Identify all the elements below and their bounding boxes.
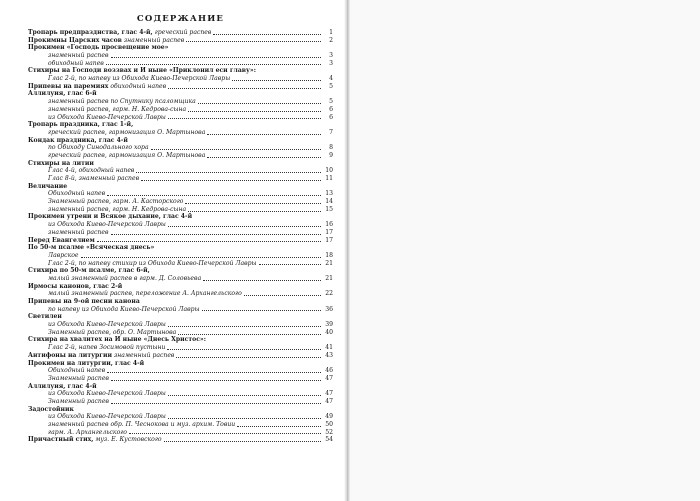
toc-subentry: [28, 98, 333, 106]
dot-leader: [168, 226, 321, 227]
dot-leader: [107, 195, 321, 196]
page-number: 43: [325, 351, 333, 359]
entry-heading: Стихиры на Господи воззвах и И ныне «Приклонил еси главу»:: [28, 67, 256, 75]
dot-leader: [111, 403, 321, 404]
entry-heading: Прокимен утрени и Всякое дыхание, глас 4-й: [28, 213, 193, 221]
toc-entry-text: [48, 306, 200, 314]
page-number: 39: [325, 321, 333, 329]
entry-subtitle: Глас 8-й, знаменный распев: [48, 175, 140, 183]
toc-subentry: [28, 129, 333, 137]
toc-entry-text: [48, 252, 79, 260]
entry-subtitle: знаменный распев обр. П. Чеснокова и муз. архим. Товии: [48, 421, 236, 429]
toc-entry: [28, 67, 333, 75]
toc-subentry: [28, 367, 333, 375]
toc-subentry: [28, 190, 333, 198]
entry-subtitle: знаменный распев: [48, 52, 109, 60]
toc-entry-text: [48, 260, 257, 268]
toc-entry-text: [28, 313, 62, 321]
entry-heading: Прокимен «Господь просвещение мое»: [28, 44, 169, 52]
toc-entry-text: [28, 29, 211, 37]
entry-subtitle: греческий распев, гармонизация О. Мартынова: [48, 128, 206, 136]
entry-heading: Величание: [28, 182, 68, 190]
toc-subentry: [28, 106, 333, 114]
dot-leader: [168, 118, 321, 119]
toc-entry-text: [28, 352, 174, 360]
page-number: 11: [325, 175, 333, 183]
toc-subentry: [28, 321, 333, 329]
page-number: 3: [329, 59, 333, 67]
entry-subtitle: гарм. А. Архангельского: [48, 428, 127, 436]
toc-entry-text: [48, 221, 166, 229]
page-number: 14: [325, 198, 333, 206]
toc-entry: [28, 37, 333, 45]
dot-leader: [198, 103, 321, 104]
page-number: 36: [325, 305, 333, 313]
entry-style-note: знаменный распев: [123, 36, 185, 44]
entry-subtitle: Глас 2-й, по напеву из Обихода Киево-Печерской Лавры: [48, 75, 231, 83]
toc-entry-text: [48, 98, 196, 106]
entry-style-note: муз. Е. Кустовского: [95, 436, 162, 444]
page-number: 47: [325, 374, 333, 382]
toc-entry-text: [48, 429, 127, 437]
page-number: 52: [325, 428, 333, 436]
dot-leader: [203, 280, 321, 281]
page-number: 15: [325, 205, 333, 213]
toc-entry: [28, 383, 333, 391]
toc-subentry: [28, 144, 333, 152]
page-number: 54: [325, 436, 333, 444]
dot-leader: [168, 88, 321, 89]
entry-heading: Стихира по 50-м псалме, глас 6-й,: [28, 267, 150, 275]
entry-subtitle: обиходный напев: [48, 59, 104, 67]
toc-subentry: [28, 306, 333, 314]
toc-entry: [28, 352, 333, 360]
toc-entry-text: [48, 106, 186, 114]
dot-leader: [129, 433, 321, 434]
toc-entry-text: [28, 183, 67, 191]
dot-leader: [202, 310, 321, 311]
toc-entry-text: [48, 413, 166, 421]
page-number: 16: [325, 221, 333, 229]
toc-subentry: [28, 198, 333, 206]
toc-entry-text: [48, 114, 166, 122]
dot-leader: [237, 426, 321, 427]
dot-leader: [232, 80, 321, 81]
toc-entry: [28, 283, 333, 291]
entry-subtitle: Знаменный распев, гарм. А. Касторского: [48, 198, 184, 206]
toc-entry: [28, 337, 333, 345]
toc-entry-text: [28, 37, 184, 45]
toc-entry: [28, 406, 333, 414]
dot-leader: [168, 326, 321, 327]
entry-heading: Стихиры на литии: [28, 159, 94, 167]
entry-subtitle: по Обиходу Синодального хора: [48, 144, 149, 152]
toc-subentry: [28, 421, 333, 429]
dot-leader: [244, 295, 321, 296]
toc-subentry: [28, 221, 333, 229]
entry-heading: Антифоны на литургии: [28, 351, 113, 359]
entry-heading: Аллилуия, глас 4-й: [28, 382, 97, 390]
entry-heading: Причастный стих,: [28, 436, 94, 444]
toc-entry-text: [48, 206, 186, 214]
toc-subentry: [28, 375, 333, 383]
page-number: 47: [325, 397, 333, 405]
table-of-contents: [28, 29, 333, 444]
dot-leader: [176, 357, 321, 358]
dot-leader: [178, 334, 321, 335]
toc-entry-text: [48, 421, 235, 429]
entry-subtitle: из Обихода Киево-Печерской Лавры: [48, 390, 166, 398]
dot-leader: [188, 111, 321, 112]
book-gutter: [344, 0, 350, 501]
entry-subtitle: Глас 2-й, по напеву стихир из Обихода Киево-Печерской Лавры: [48, 259, 257, 267]
entry-heading: По 50-м псалме «Всяческая днесь»: [28, 244, 155, 252]
toc-subentry: [28, 429, 333, 437]
dot-leader: [136, 172, 321, 173]
entry-subtitle: из Обихода Киево-Печерской Лавры: [48, 221, 166, 229]
toc-entry-text: [28, 267, 150, 275]
toc-entry-text: [48, 375, 109, 383]
toc-entry-text: [28, 121, 133, 129]
dot-leader: [97, 241, 321, 242]
page-number: 4: [329, 75, 333, 83]
entry-subtitle: Знаменный распев: [48, 397, 109, 405]
page-number: 5: [329, 98, 333, 106]
toc-subentry: [28, 60, 333, 68]
entry-subtitle: Глас 4-й, обиходный напев: [48, 167, 135, 175]
entry-style-note: обиходный напев: [110, 82, 167, 90]
page-number: 6: [329, 113, 333, 121]
dot-leader: [111, 380, 321, 381]
entry-subtitle: малый знаменный распев в гарм. Д. Соловьева: [48, 274, 202, 282]
toc-entry-text: [48, 144, 149, 152]
toc-entry-text: [28, 237, 95, 245]
entry-style-note: знаменный распев: [113, 351, 175, 359]
toc-entry-text: [28, 44, 169, 52]
toc-entry-text: [48, 52, 109, 60]
toc-entry-text: [28, 213, 192, 221]
toc-subentry: [28, 114, 333, 122]
toc-entry: [28, 298, 333, 306]
toc-subentry: [28, 344, 333, 352]
dot-leader: [168, 418, 321, 419]
left-page: [0, 0, 347, 501]
toc-entry-text: [48, 390, 166, 398]
page-number: 50: [325, 421, 333, 429]
entry-heading: Тропарь предпразднства, глас 4-й,: [28, 28, 153, 36]
toc-entry-text: [28, 67, 256, 75]
toc-subentry: [28, 390, 333, 398]
entry-subtitle: из Обихода Киево-Печерской Лавры: [48, 321, 166, 329]
toc-entry-text: [48, 290, 242, 298]
toc-entry: [28, 214, 333, 222]
dot-leader: [111, 234, 321, 235]
toc-subentry: [28, 175, 333, 183]
toc-entry-text: [28, 360, 144, 368]
toc-entry: [28, 91, 333, 99]
toc-entry-text: [28, 406, 74, 414]
toc-entry-text: [48, 198, 183, 206]
toc-subentry: [28, 252, 333, 260]
page-number: 6: [329, 105, 333, 113]
page-number: 21: [325, 274, 333, 282]
toc-entry-text: [28, 298, 140, 306]
page-number: 8: [329, 144, 333, 152]
toc-entry-text: [28, 90, 97, 98]
toc-subentry: [28, 229, 333, 237]
entry-subtitle: знаменный распев: [48, 228, 109, 236]
entry-subtitle: по напеву из Обихода Киево-Печерской Лавры: [48, 305, 200, 313]
toc-entry-text: [48, 60, 104, 68]
toc-entry-text: [28, 83, 166, 91]
dot-leader: [141, 180, 321, 181]
toc-title: СОДЕРЖАНИЕ: [136, 14, 225, 24]
toc-subentry: [28, 413, 333, 421]
toc-subentry: [28, 398, 333, 406]
right-page-blank: [347, 0, 700, 501]
toc-entry-text: [28, 436, 162, 444]
page-number: 9: [329, 151, 333, 159]
toc-entry-text: [48, 190, 105, 198]
toc-entry: [28, 183, 333, 191]
page-number: 18: [325, 251, 333, 259]
toc-entry-text: [48, 129, 205, 137]
toc-entry-text: [28, 244, 154, 252]
dot-leader: [151, 149, 321, 150]
toc-entry-text: [48, 344, 165, 352]
toc-entry-text: [48, 167, 134, 175]
toc-entry-text: [48, 321, 166, 329]
toc-entry: [28, 83, 333, 91]
entry-subtitle: Знаменный распев: [48, 374, 109, 382]
dot-leader: [207, 157, 321, 158]
toc-entry: [28, 44, 333, 52]
toc-entry-text: [48, 329, 176, 337]
entry-heading: Прокимны Царских часов: [28, 36, 122, 44]
toc-subentry: [28, 52, 333, 60]
page-number: 22: [325, 290, 333, 298]
page-number: 46: [325, 367, 333, 375]
toc-entry-text: [48, 367, 105, 375]
page-number: 47: [325, 390, 333, 398]
toc-entry-text: [28, 137, 128, 145]
toc-subentry: [28, 152, 333, 160]
dot-leader: [186, 41, 321, 42]
entry-subtitle: Глас 2-й, напев Зосимовой пустыни: [48, 344, 166, 352]
toc-subentry: [28, 329, 333, 337]
page-number: 21: [325, 259, 333, 267]
dot-leader: [168, 395, 321, 396]
toc-entry: [28, 267, 333, 275]
toc-entry: [28, 313, 333, 321]
entry-heading: Прокимен на литургии, глас 4-й: [28, 359, 145, 367]
toc-entry-text: [48, 75, 230, 83]
toc-subentry: [28, 275, 333, 283]
page-number: 41: [325, 344, 333, 352]
entry-heading: Перед Евангелием: [28, 236, 95, 244]
entry-subtitle: знаменный распев, гарм. Н. Кедрова-сына: [48, 105, 187, 113]
toc-subentry: [28, 167, 333, 175]
page-number: 7: [329, 128, 333, 136]
entry-subtitle: Знаменный распев, обр. О. Мартынова: [48, 328, 177, 336]
toc-entry-text: [28, 283, 122, 291]
dot-leader: [259, 264, 322, 265]
page-number: 2: [329, 36, 333, 44]
toc-entry-text: [48, 275, 201, 283]
page-number: 1: [329, 28, 333, 36]
dot-leader: [188, 211, 321, 212]
page-number: 17: [325, 236, 333, 244]
toc-entry-text: [48, 398, 109, 406]
entry-heading: Светилен: [28, 313, 62, 321]
toc-entry: [28, 436, 333, 444]
toc-entry: [28, 137, 333, 145]
toc-entry: [28, 360, 333, 368]
dot-leader: [106, 64, 321, 65]
toc-entry: [28, 121, 333, 129]
page-number: 17: [325, 228, 333, 236]
toc-entry: [28, 244, 333, 252]
entry-heading: Припевы на 9-ой песни канона: [28, 298, 140, 306]
page-number: 13: [325, 190, 333, 198]
toc-subentry: [28, 206, 333, 214]
entry-heading: Задостойник: [28, 405, 74, 413]
page-number: 49: [325, 413, 333, 421]
page-number: 3: [329, 52, 333, 60]
entry-heading: Ирмосы канонов, глас 2-й: [28, 282, 123, 290]
dot-leader: [207, 134, 321, 135]
entry-subtitle: знаменный распев по Спутнику псаломщика: [48, 98, 196, 106]
entry-subtitle: малый знаменный распев, переложение А. Архангельского: [48, 290, 242, 298]
page-number: 10: [325, 167, 333, 175]
entry-subtitle: знаменный распев, гарм. Н. Кедрова-сына: [48, 205, 187, 213]
entry-style-note: греческий распев: [154, 28, 212, 36]
toc-subentry: [28, 75, 333, 83]
toc-entry: [28, 160, 333, 168]
dot-leader: [107, 372, 321, 373]
toc-entry-text: [28, 160, 94, 168]
toc-entry-text: [48, 229, 109, 237]
entry-subtitle: греческий распев, гармонизация О. Мартынова: [48, 151, 206, 159]
entry-subtitle: Обиходный напев: [48, 367, 106, 375]
toc-entry-text: [48, 175, 139, 183]
entry-heading: Стихира на хвалитех на И ныне «Днесь Христос»:: [28, 336, 206, 344]
toc-entry: [28, 29, 333, 37]
toc-entry-text: [48, 152, 205, 160]
entry-heading: Припевы на паремиях: [28, 82, 109, 90]
entry-subtitle: из Обихода Киево-Печерской Лавры: [48, 113, 166, 121]
dot-leader: [111, 57, 321, 58]
toc-subentry: [28, 290, 333, 298]
entry-heading: Аллилуия, глас 6-й: [28, 90, 97, 98]
dot-leader: [213, 34, 321, 35]
toc-subentry: [28, 260, 333, 268]
entry-heading: Кондак праздника, глас 4-й: [28, 136, 128, 144]
entry-subtitle: Лаврское: [48, 251, 79, 259]
toc-entry-text: [28, 383, 97, 391]
dot-leader: [81, 257, 322, 258]
page-number: 40: [325, 328, 333, 336]
dot-leader: [167, 349, 321, 350]
entry-subtitle: Обиходный напев: [48, 190, 106, 198]
toc-entry-text: [28, 336, 206, 344]
page-number: 5: [329, 82, 333, 90]
dot-leader: [185, 203, 321, 204]
entry-subtitle: из Обихода Киево-Печерской Лавры: [48, 413, 166, 421]
dot-leader: [164, 441, 321, 442]
entry-heading: Тропарь праздника, глас 1-й,: [28, 121, 134, 129]
toc-entry: [28, 237, 333, 245]
